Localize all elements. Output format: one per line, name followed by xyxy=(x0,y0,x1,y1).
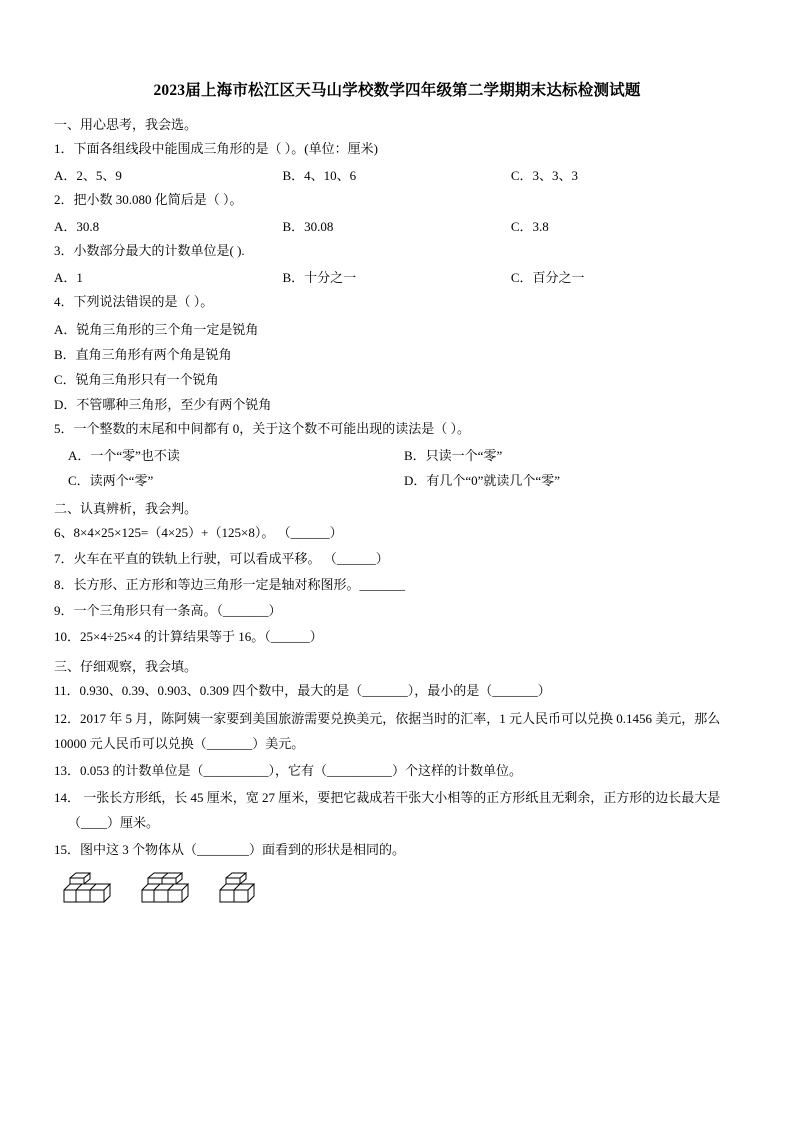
question-3-options xyxy=(54,267,740,286)
option-a: A．1 xyxy=(54,270,83,286)
question-5-options-row-1 xyxy=(54,445,740,464)
question-14-line-1: 14． 一张长方形纸，长 45 厘米，宽 27 厘米，要把它裁成若干张大小相等的正方形纸且无剩余，正方形的边长最大是 xyxy=(54,789,721,805)
question-11: 11．0.930、0.39、0.903、0.309 四个数中，最大的是（_______），最小的是（_______） xyxy=(54,683,551,699)
option-c: C．3、3、3 xyxy=(510,168,579,184)
option-b: B．只读一个“零” xyxy=(404,447,503,463)
question-1: 1．下面各组线段中能围成三角形的是（ ）。(单位：厘米) xyxy=(54,141,378,156)
option-d: D．有几个“0”就读几个“零” xyxy=(404,472,560,488)
question-12 xyxy=(54,709,740,754)
question-15-figures xyxy=(54,868,740,908)
option-c: C．3.8 xyxy=(510,219,549,235)
question-7: 7．火车在平直的铁轨上行驶，可以看成平移。 （______） xyxy=(54,550,389,566)
section-heading-3: 三、仔细观察，我会填。 xyxy=(54,659,198,675)
option-a: A．一个“零”也不读 xyxy=(68,447,180,463)
question-1-options xyxy=(54,165,740,184)
question-14-line-2: （____）厘米。 xyxy=(68,815,160,831)
question-4-option-b: B．直角三角形有两个角是锐角 xyxy=(54,346,232,362)
option-c: C．读两个“零” xyxy=(68,472,154,488)
question-4-option-c: C．锐角三角形只有一个锐角 xyxy=(54,371,219,387)
section-heading-2: 二、认真辨析，我会判。 xyxy=(54,500,198,516)
question-5: 5．一个整数的末尾和中间都有 0，关于这个数不可能出现的读法是（ ）。 xyxy=(54,420,471,436)
page-title: 2023届上海市松江区天马山学校数学四年级第二学期期末达标检测试题 xyxy=(153,82,641,99)
question-5-options-row-2 xyxy=(54,470,740,489)
question-12-line-1: 12．2017 年 5 月，陈阿姨一家要到美国旅游需要兑换美元，依据当时的汇率，1 元人民币可以兑换 0.1456 美元，那么 xyxy=(54,710,721,726)
solid-figure-3-icon xyxy=(214,868,258,908)
question-13: 13．0.053 的计数单位是（__________），它有（__________）个这样的计数单位。 xyxy=(54,762,523,778)
option-a: A．2、5、9 xyxy=(54,168,122,184)
question-4: 4．下列说法错误的是（ ）。 xyxy=(54,294,214,310)
section-heading-1: 一、用心思考，我会选。 xyxy=(54,117,198,132)
option-b: B．4、10、6 xyxy=(282,168,357,184)
question-4-option-d: D．不管哪种三角形，至少有两个锐角 xyxy=(54,396,272,412)
solid-figure-1-icon xyxy=(58,868,114,908)
question-6: 6、8×4×25×125=（4×25）+（125×8）。 （______） xyxy=(54,524,343,540)
question-3: 3．小数部分最大的计数单位是( ). xyxy=(54,243,245,259)
solid-figure-2-icon xyxy=(136,868,192,908)
question-2: 2．把小数 30.080 化简后是（ ）。 xyxy=(54,192,243,208)
question-14 xyxy=(54,788,740,833)
question-12-line-2: 10000 元人民币可以兑换（_______）美元。 xyxy=(54,735,305,751)
question-10: 10．25×4÷25×4 的计算结果等于 16。（______） xyxy=(54,629,323,645)
option-c: C．百分之一 xyxy=(510,270,585,286)
question-15: 15．图中这 3 个物体从（________）面看到的形状是相同的。 xyxy=(54,842,406,858)
option-a: A．30.8 xyxy=(54,219,100,235)
option-b: B．30.08 xyxy=(282,219,334,235)
option-b: B．十分之一 xyxy=(282,270,357,286)
question-4-option-a: A．锐角三角形的三个角一定是锐角 xyxy=(54,321,259,337)
question-9: 9．一个三角形只有一条高。（_______） xyxy=(54,603,282,619)
question-2-options xyxy=(54,216,740,235)
question-8: 8．长方形、正方形和等边三角形一定是轴对称图形。_______ xyxy=(54,576,406,592)
